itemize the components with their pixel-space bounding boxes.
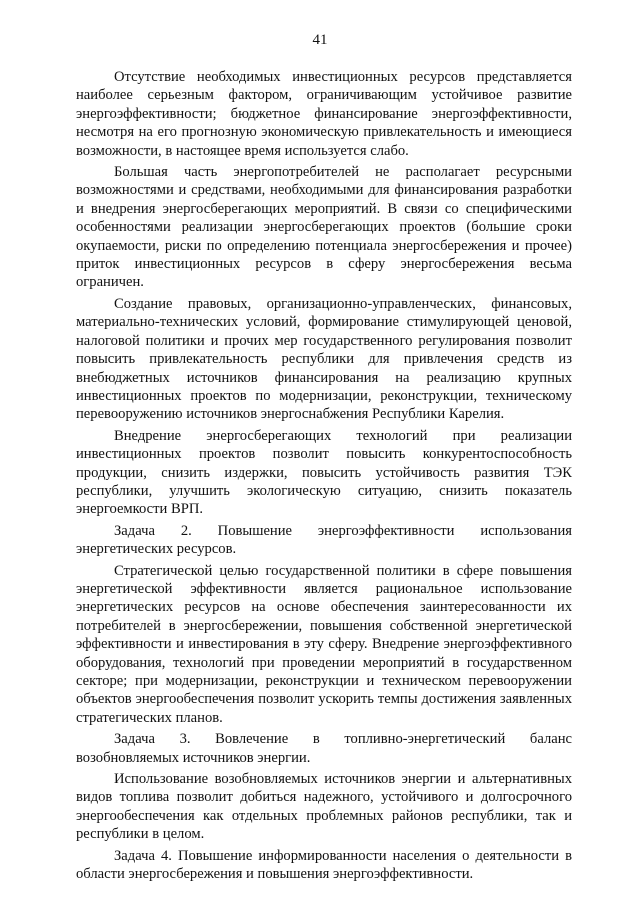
paragraph-renewable-sources: Использование возобновляемых источников энергии и альтернативных видов топлива позволит добиться надежного, устойчивого и долгосрочного энергообеспечения как отдельных проблемных районов республики, так и республики в целом. — [76, 771, 572, 843]
task-4-heading: Задача 4. Повышение информированности населения о деятельности в области энергосбережения и повышения энергоэффективности. — [76, 847, 572, 883]
paragraph-energy-saving-technologies: Внедрение энергосберегающих технологий при реализации инвестиционных проектов позволит повысить конкурентоспособность продукции, снизить издержки, повысить устойчивость развития ТЭК республики, улучшить экологическую ситуацию, снизить показатель энергоемкости ВРП. — [76, 427, 572, 518]
paragraph-energy-consumers: Большая часть энергопотребителей не располагает ресурсными возможностями и средствами, необходимыми для финансирования разработки и внедрения энергосберегающих мероприятий. В связи со специфическими особенностями реализации энергосберегающих проектов (большие сроки окупаемости, риски по определению потенциала энергосбережения и прочее) приток инвестиционных ресурсов в сферу энергосбережения весьма ограничен. — [76, 164, 572, 291]
paragraph-legal-conditions: Создание правовых, организационно-управленческих, финансовых, материально-технических условий, формирование стимулирующей ценовой, налоговой политики и прочих мер государственного регулирования позволит повысить привлекательность республики для привлечения средств из внебюджетных источников финансирования на реализацию крупных инвестиционных проектов по модернизации, реконструкции, техническому перевооружению источников энергоснабжения Республики Карелия. — [76, 295, 572, 423]
task-3-heading: Задача 3. Вовлечение в топливно-энергетический баланс возобновляемых источников энергии. — [76, 731, 572, 766]
document-body — [76, 68, 572, 886]
page-number: 41 — [312, 32, 328, 48]
task-2-heading: Задача 2. Повышение энергоэффективности использования энергетических ресурсов. — [76, 522, 572, 558]
paragraph-investment-resources: Отсутствие необходимых инвестиционных ресурсов представляется наиболее серьезным фактором, ограничивающим устойчивое развитие энергоэффективности; бюджетное финансирование энергоэффективности, несмотря на его прогнозную экономическую привлекательность и имеющиеся возможности, в настоящее время используется слабо. — [76, 69, 572, 159]
paragraph-strategic-goal: Стратегической целью государственной политики в сфере повышения энергетической эффективности является рациональное использование энергетических ресурсов на основе обеспечения заинтересованности их потребителей в энергосбережении, повышения собственной энергетической эффективности и инвестирования в эту сферу. Внедрение энергоэффективного оборудования, технологий при проведении мероприятий в государственном секторе; при модернизации, реконструкции и техническом перевооружении объектов энергообеспечения позволит ускорить темпы достижения заявленных стратегических планов. — [76, 562, 572, 726]
